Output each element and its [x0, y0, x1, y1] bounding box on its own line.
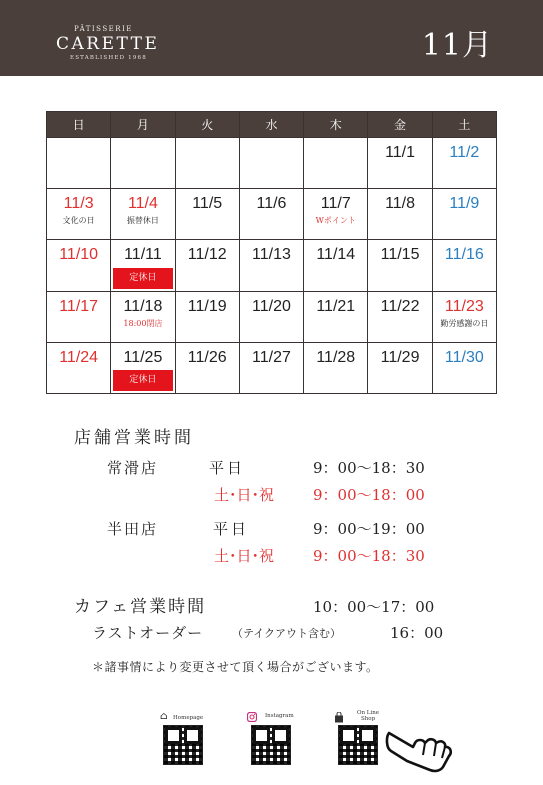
calendar-day-cell — [368, 189, 432, 240]
day-number: 11/1 — [385, 144, 416, 161]
day-number: 11/12 — [187, 246, 227, 264]
day-number: 11/3 — [63, 195, 94, 213]
calendar-day-cell — [432, 240, 496, 291]
calendar-day-cell — [111, 291, 175, 342]
day-note: 振替休日 — [126, 216, 159, 226]
instagram-qr-code[interactable] — [251, 725, 291, 765]
store-name: 半田店 — [107, 520, 159, 538]
brand-established: ESTABLISHED 1968 — [70, 55, 147, 61]
day-note: 18:00閉店 — [123, 318, 163, 328]
calendar-day-cell — [432, 189, 496, 240]
last-order-label: ラストオーダー — [92, 624, 204, 642]
calendar-week-row — [47, 240, 497, 291]
store-name: 常滑店 — [107, 459, 159, 477]
instagram-label: Instagram — [265, 713, 294, 719]
calendar-week-row — [47, 342, 497, 393]
calendar-day-cell — [239, 291, 303, 342]
weekday-header: 木 — [304, 112, 368, 138]
last-order-time: 16：00 — [390, 624, 444, 642]
month-title: 11月 — [421, 28, 493, 63]
day-number: 11/27 — [252, 348, 291, 366]
calendar-day-cell — [304, 291, 368, 342]
holiday-hours: 9：00〜18：30 — [313, 547, 425, 565]
calendar-day-cell — [47, 291, 111, 342]
calendar-day-cell — [175, 138, 239, 189]
calendar-day-cell — [47, 342, 111, 393]
day-note: 勤労感謝の日 — [440, 318, 489, 328]
day-number: 11/22 — [380, 297, 420, 315]
calendar-day-cell — [239, 138, 303, 189]
day-number: 11/15 — [380, 246, 420, 264]
homepage-label: Homepage — [173, 715, 204, 721]
day-number: 11/23 — [444, 297, 484, 315]
day-number: 11/16 — [444, 246, 484, 264]
calendar-day-cell — [111, 240, 175, 291]
weekday-header: 月 — [111, 112, 175, 138]
day-number: 11/24 — [59, 348, 99, 366]
day-number: 11/13 — [252, 246, 291, 264]
calendar-day-cell — [175, 189, 239, 240]
day-number: 11/7 — [320, 195, 351, 213]
calendar-day-cell — [432, 291, 496, 342]
homepage-qr-code[interactable] — [163, 725, 203, 765]
cafe-hours: 10：00〜17：00 — [313, 598, 435, 616]
calendar-table — [46, 111, 497, 394]
calendar-week-row — [47, 291, 497, 342]
calendar-day-cell — [47, 189, 111, 240]
closed-day-badge: 定休日 — [113, 370, 172, 391]
weekday-header: 水 — [239, 112, 303, 138]
day-number: 11/9 — [449, 195, 480, 213]
header-bar — [0, 0, 543, 76]
calendar-day-cell — [432, 138, 496, 189]
calendar-day-cell — [432, 342, 496, 393]
weekday-header: 土 — [432, 112, 496, 138]
holiday-label: 土･日･祝 — [214, 486, 275, 504]
last-order-note: （テイクアウト含む） — [232, 627, 342, 640]
weekday-header: 金 — [368, 112, 432, 138]
calendar-day-cell — [368, 240, 432, 291]
day-number: 11/25 — [123, 348, 163, 366]
shop-bag-icon — [334, 712, 344, 726]
calendar-day-cell — [368, 291, 432, 342]
weekday-hours: 9：00〜19：00 — [313, 520, 425, 538]
calendar-day-cell — [304, 189, 368, 240]
day-number: 11/6 — [256, 195, 287, 213]
weekday-header: 日 — [47, 112, 111, 138]
day-number: 11/8 — [385, 195, 416, 213]
calendar-day-cell — [239, 240, 303, 291]
calendar-day-cell — [175, 291, 239, 342]
day-number: 11/26 — [187, 348, 227, 366]
day-number: 11/20 — [252, 297, 291, 315]
day-number: 11/21 — [316, 297, 356, 315]
day-number: 11/28 — [316, 348, 356, 366]
day-note: 文化の日 — [62, 216, 95, 226]
calendar-day-cell — [175, 240, 239, 291]
calendar-day-cell — [111, 342, 175, 393]
day-number: 11/4 — [127, 195, 158, 213]
day-number: 11/30 — [444, 348, 484, 366]
brand-logo: CARETTE — [56, 34, 160, 54]
calendar-day-cell — [304, 240, 368, 291]
calendar-weekday-row — [47, 112, 497, 138]
calendar-day-cell — [304, 138, 368, 189]
calendar-day-cell — [368, 342, 432, 393]
weekday-label: 平日 — [213, 520, 250, 538]
calendar-week-row — [47, 189, 497, 240]
day-number: 11/17 — [59, 297, 99, 315]
store-hours-title: 店舗営業時間 — [74, 428, 194, 448]
day-note: Wポイント — [315, 216, 356, 226]
cafe-hours-title: カフェ営業時間 — [74, 597, 207, 617]
day-number: 11/18 — [123, 297, 163, 315]
day-number: 11/29 — [380, 348, 420, 366]
calendar-day-cell — [304, 342, 368, 393]
calendar-day-cell — [239, 189, 303, 240]
calendar-day-cell — [111, 138, 175, 189]
weekday-label: 平日 — [209, 459, 246, 477]
online-shop-qr-code[interactable] — [338, 725, 378, 765]
pointing-hand-icon — [385, 725, 455, 773]
day-number: 11/19 — [187, 297, 227, 315]
holiday-label: 土･日･祝 — [214, 547, 275, 565]
calendar-day-cell — [111, 189, 175, 240]
weekday-header: 火 — [175, 112, 239, 138]
calendar-week-row — [47, 138, 497, 189]
calendar-body — [47, 138, 497, 394]
closed-day-badge: 定休日 — [113, 268, 172, 289]
calendar-day-cell — [239, 342, 303, 393]
day-number: 11/5 — [192, 195, 223, 213]
calendar-day-cell — [47, 138, 111, 189]
notice-text: ＊諸事情により変更させて頂く場合がございます。 — [92, 660, 379, 674]
online-shop-label: Shop — [361, 716, 376, 722]
day-number: 11/11 — [124, 246, 162, 264]
weekday-hours: 9：00〜18：30 — [313, 459, 425, 477]
calendar-day-cell — [47, 240, 111, 291]
calendar-day-cell — [175, 342, 239, 393]
brand-subtitle: PÂTISSERIE — [74, 25, 133, 33]
calendar-day-cell — [368, 138, 432, 189]
home-icon: ⌂ — [160, 711, 168, 722]
holiday-hours: 9：00〜18：00 — [313, 486, 425, 504]
day-number: 11/10 — [59, 246, 99, 264]
instagram-icon — [247, 712, 257, 725]
day-number: 11/2 — [449, 144, 480, 161]
online-shop-label: On Line — [357, 710, 380, 716]
day-number: 11/14 — [316, 246, 356, 264]
